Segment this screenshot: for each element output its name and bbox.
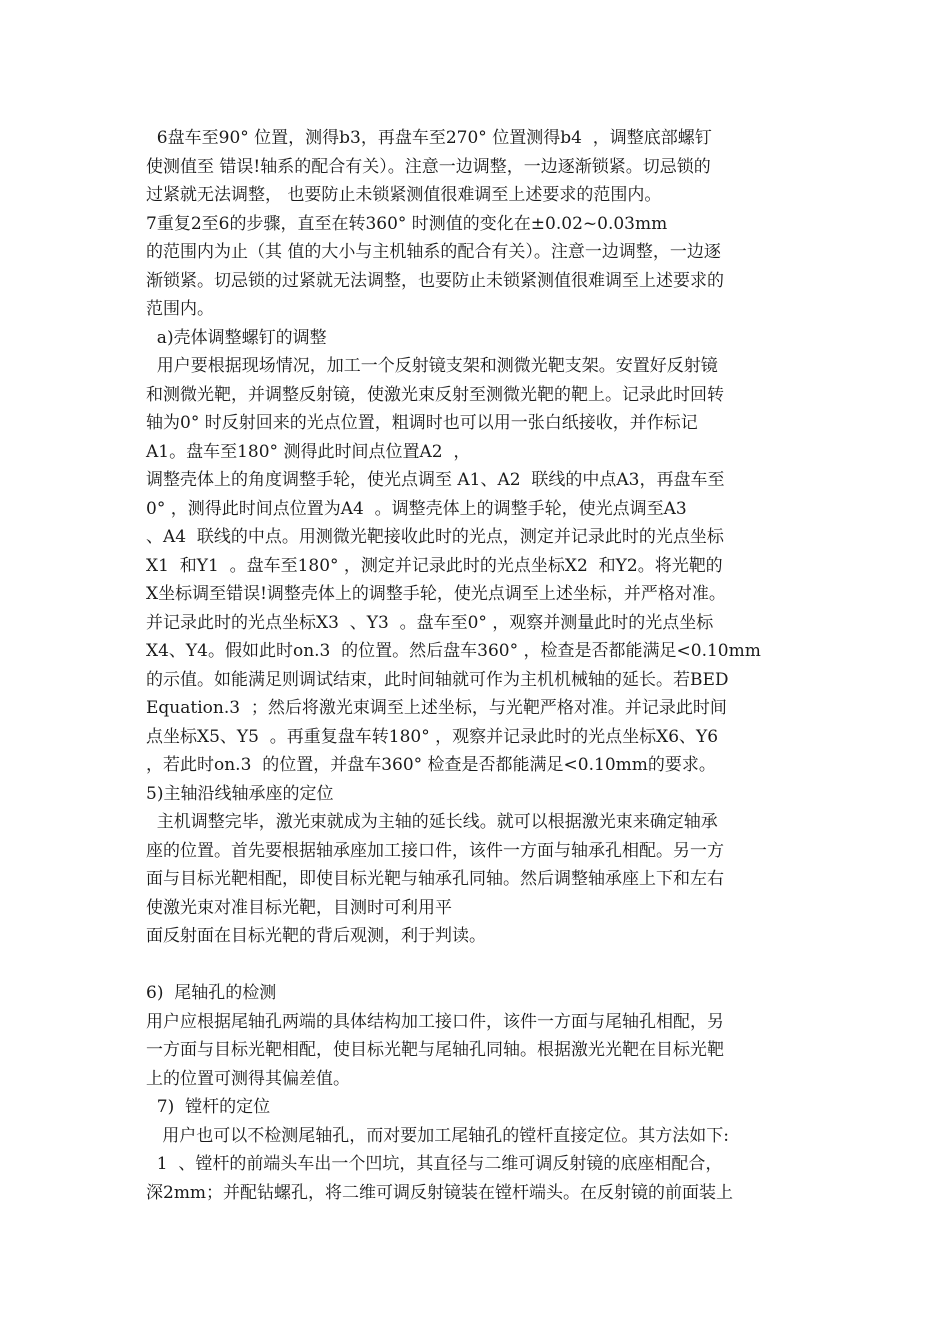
section-heading: 6) 尾轴孔的检测 <box>146 983 277 1003</box>
text-line: 过紧就无法调整， 也要防止未锁紧测值很难调至上述要求的范围内。 <box>146 185 662 205</box>
text-line: 7重复2至6的步骤，直至在转360° 时测值的变化在±0.02~0.03mm <box>146 213 668 234</box>
text-line: 范围内。 <box>146 299 214 319</box>
section-heading: a)壳体调整螺钉的调整 <box>146 327 327 348</box>
text-line: 用户也可以不检测尾轴孔，而对要加工尾轴孔的镗杆直接定位。其方法如下: <box>146 1125 729 1146</box>
blank-line <box>146 951 826 980</box>
text-line: 使激光束对准目标光靶，目测时可利用平 <box>146 897 452 918</box>
text-line: 1 、镗杆的前端头车出一个凹坑，其直径与二维可调反射镜的底座相配合， <box>146 1154 723 1174</box>
text-line: 渐锁紧。切忌锁的过紧就无法调整，也要防止未锁紧测值很难调至上述要求的 <box>146 270 724 291</box>
text-line: 并记录此时的光点坐标X3 、Y3 。盘车至0° ，观察并测量此时的光点坐标 <box>146 612 714 633</box>
text-line: 深2mm；并配钻螺孔，将二维可调反射镜装在镗杆端头。在反射镜的前面装上 <box>146 1182 734 1203</box>
text-line: 座的位置。首先要根据轴承座加工接口件，该件一方面与轴承孔相配。另一方 <box>146 840 724 861</box>
text-line: X坐标调至错误!调整壳体上的调整手轮，使光点调至上述坐标，并严格对准。 <box>146 584 726 604</box>
text-line: 面反射面在目标光靶的背后观测，利于判读。 <box>146 926 486 946</box>
text-line: 轴为0° 时反射回来的光点位置，粗调时也可以用一张白纸接收，并作标记 <box>146 413 698 433</box>
text-line: 用户应根据尾轴孔两端的具体结构加工接口件，该件一方面与尾轴孔相配，另 <box>146 1011 724 1032</box>
text-line: 调整壳体上的角度调整手轮，使光点调至 A1、A2 联线的中点A3，再盘车至 <box>146 470 725 490</box>
text-line: 、A4 联线的中点。用测微光靶接收此时的光点，测定并记录此时的光点坐标 <box>146 527 724 547</box>
document-body <box>146 124 826 1207</box>
text-line: X4、Y4。假如此时on.3 的位置。然后盘车360° ，检查是否都能满足<0.10mm <box>146 641 761 661</box>
text-line: 面与目标光靶相配，即使目标光靶与轴承孔同轴。然后调整轴承座上下和左右 <box>146 869 724 889</box>
text-line: ，若此时on.3 的位置，并盘车360° 检查是否都能满足<0.10mm的要求。 <box>146 755 716 775</box>
text-line: 上的位置可测得其偏差值。 <box>146 1068 350 1089</box>
text-line: X1 和Y1 。盘车至180° ，测定并记录此时的光点坐标X2 和Y2。将光靶的 <box>146 555 723 576</box>
text-line: 的示值。如能满足则调试结束，此时间轴就可作为主机机械轴的延长。若BED <box>146 669 729 690</box>
section-heading: 7) 镗杆的定位 <box>146 1097 271 1117</box>
text-line: 点坐标X5、Y5 。再重复盘车转180° ，观察并记录此时的光点坐标X6、Y6 <box>146 726 719 747</box>
text-line: A1。盘车至180° 测得此时间点位置A2 ， <box>146 441 471 462</box>
text-line: 使测值至 错误!轴系的配合有关）。注意一边调整，一边逐渐锁紧。切忌锁的 <box>146 156 711 177</box>
text-line: Equation.3 ；然后将激光束调至上述坐标，与光靶严格对准。并记录此时间 <box>146 698 727 718</box>
text-line: 一方面与目标光靶相配，使目标光靶与尾轴孔同轴。根据激光光靶在目标光靶 <box>146 1040 724 1060</box>
text-line: 用户要根据现场情况，加工一个反射镜支架和测微光靶支架。安置好反射镜 <box>146 356 718 376</box>
text-line: 6盘车至90° 位置，测得b3，再盘车至270° 位置测得b4 ，调整底部螺钉 <box>146 128 712 148</box>
text-line: 和测微光靶，并调整反射镜，使激光束反射至测微光靶的靶上。记录此时回转 <box>146 384 724 405</box>
text-line: 的范围内为止（其 值的大小与主机轴系的配合有关）。注意一边调整，一边逐 <box>146 242 721 262</box>
section-heading: 5)主轴沿线轴承座的定位 <box>146 783 334 804</box>
text-line: 0° ，测得此时间点位置为A4 。调整壳体上的调整手轮，使光点调至A3 <box>146 498 687 519</box>
text-line: 主机调整完毕，激光束就成为主轴的延长线。就可以根据激光束来确定轴承 <box>146 812 718 832</box>
